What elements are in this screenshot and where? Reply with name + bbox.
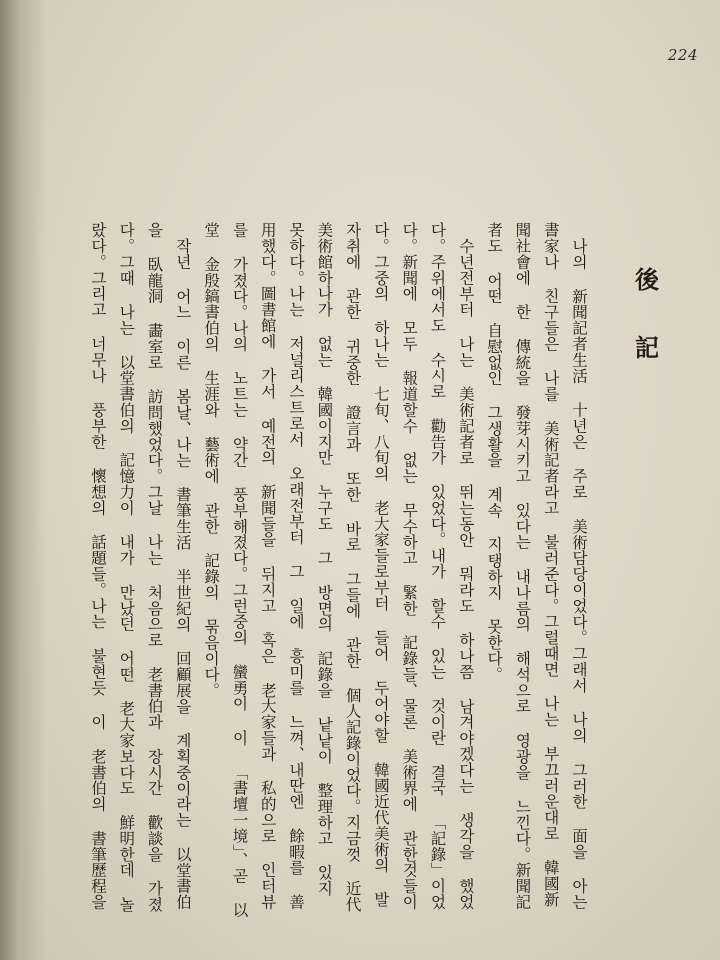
vertical-body-text <box>84 222 593 922</box>
paragraph-3: 작년 어느 이른 봄날、나는 書筆生活 半世紀의 回顧展을 계획중이라는 以堂書伯을 臥龍洞 畵室로 訪問했었다。그날 나는 처음으로 老書伯과 장시간 歡談을 가졌다。그때 나는 以堂書伯의 記憶力이 내가 만났던 어떤 老大家보다도 鮮明한데 놀랐다。그리고 너무나 풍부한 懷想의 話題들。나는 불현듯 이 老書伯의 書筆歷程을 <box>88 222 192 913</box>
heading-char-2: 記 <box>635 333 659 362</box>
paragraph-2: 수년전부터 나는 美術記者로 뛰는동안 뭐라도 하나쯤 남겨야겠다는 생각을 했었다。주위에서도 수시로 勸告가 있었다。내가 할수 있는 것이란 결국 「記錄」이었다。新聞에 모두 報道할수 없는 무수하고 緊한 記錄들、물론 美術界에 관한것들이다。그중의 하나는 七旬、八旬의 老大家들로부터 들어 두어야할 韓國近代美術의 발자취에 관한 귀중한 證言과 또한 바로 그들에 관한 個人記錄이었다。지금껏 近代美術館하나가 없는 韓國이지만 누구도 그 방면의 記錄을 낱낱이 整理하고 있지 못하다。나는 저널리스트로서 오래전부터 그 일에 흥미를 느껴、내딴엔 餘暇를 善用했다。圖書館에 가서 예전의 新聞들을 뒤지고 혹은 老大家들과 私的으로 인터뷰를 가졌다。나의 노트는 약간 풍부해졌다。그런중의 蠻勇이 이 「書壇一境」、곧 以堂 金殷鎬書伯의 生涯와 藝術에 관한 記錄의 묶음이다。 <box>202 222 475 918</box>
page-number: 224 <box>667 46 698 64</box>
paragraph-1: 나의 新聞記者生活 十년은 주로 美術담당이었다。그래서 나의 그러한 面을 아는 書家나 친구들은 나를 美術記者라고 불러준다。그럴때면 나는 부끄러운대로 韓國新聞社會에 한 傳統을 發芽시키고 있다는 내나름의 해석으로 영광을 느낀다。新聞記者도 어떤 自慰없인 그생활을 계속 지탱하지 못한다。 <box>485 222 588 910</box>
heading-spacer <box>627 292 667 336</box>
section-heading <box>627 265 667 362</box>
heading-char-1: 後 <box>635 265 659 294</box>
